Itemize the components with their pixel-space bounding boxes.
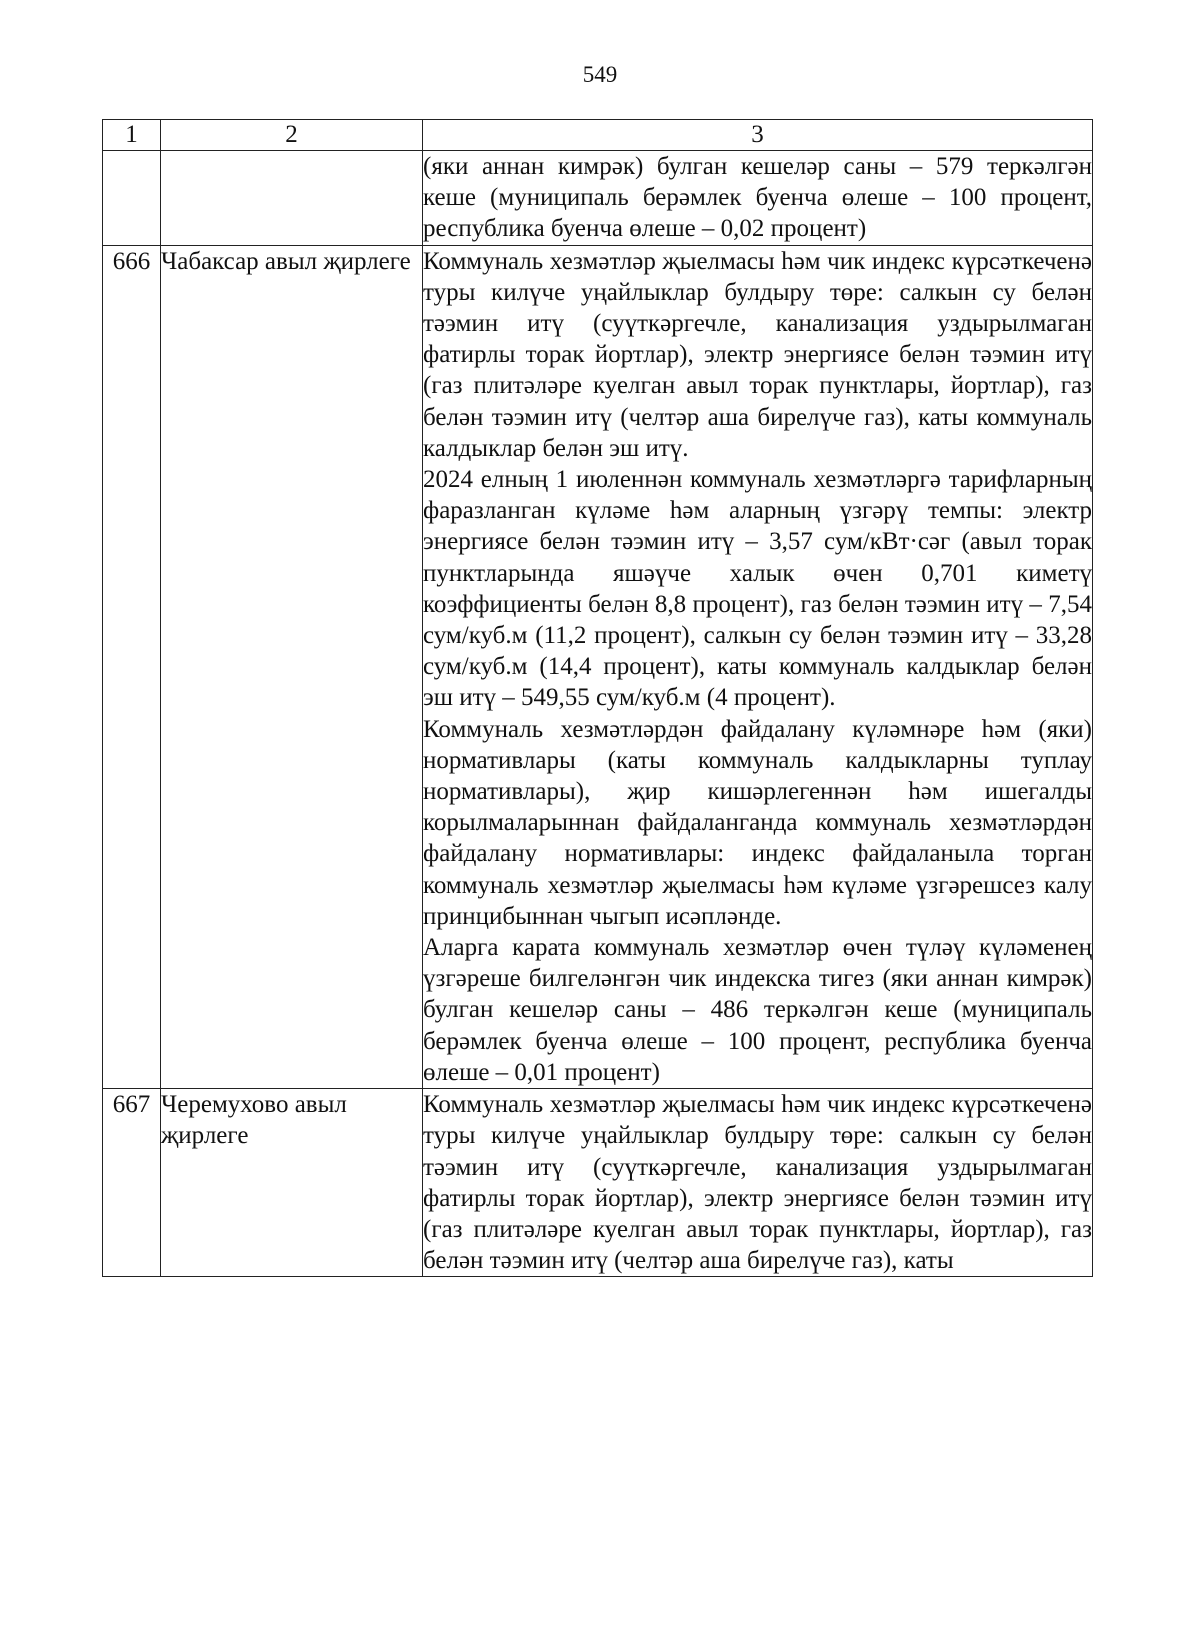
- paragraph-amenities: Коммуналь хезмәтләр җыелмасы һәм чик индекс күрсәткеченә туры килүче уңайлыклар булдыру төре: салкын су белән тәэмин итү (суүткәргечле, канализация уздырылмаган фатирлы торак йортлар), электр энергиясе белән тәэмин итү (газ плитәләре куелган авыл торак пунктлары, йортлар), газ белән тәэмин итү (челтәр аша бирелүче газ), каты: [423, 1091, 1092, 1275]
- page-number: 549: [582, 62, 618, 87]
- paragraph-people-count: Аларга карата коммуналь хезмәтләр өчен түләү күләменең үзгәреше билгеләнгән чик индекска тигез (яки аннан кимрәк) булган кешеләр саны – 486 теркәлгән кеше (муниципаль берәмлек буенча өлеше – 100 процент, республика буенча өлеше – 0,01 процент): [423, 934, 1092, 1086]
- row-number-empty: [103, 151, 161, 246]
- table-row-666: [103, 245, 1093, 1088]
- table-row-continued: [103, 151, 1093, 246]
- row-text-cell: [423, 151, 1093, 246]
- row-text-cell: [423, 1089, 1093, 1277]
- table-row-667: [103, 1089, 1093, 1277]
- settlement-name: Чабаксар авыл җирлеге: [161, 245, 423, 1088]
- paragraph-norms: Коммуналь хезмәтләрдән файдалану күләмнәре һәм (яки) нормативлары (каты коммуналь калдыкларны туплау нормативлары), җир кишәрлегеннән һәм ишегалды корылмаларыннан файдаланганда коммуналь хезмәтләрдән файдалану нормативлары: индекс файдаланыла торган коммуналь хезмәтләр җыелмасы һәм күләме үзгәрешсез калу принцибыннан чыгып исәпләнде.: [423, 715, 1092, 930]
- table-header-row: [103, 120, 1093, 151]
- row-text-cell: [423, 245, 1093, 1088]
- header-col-1: 1: [103, 120, 161, 151]
- paragraph-amenities: Коммуналь хезмәтләр җыелмасы һәм чик индекс күрсәткеченә туры килүче уңайлыклар булдыру төре: салкын су белән тәэмин итү (суүткәргечле, канализация уздырылмаган фатирлы торак йортлар), электр энергиясе белән тәэмин итү (газ плитәләре куелган авыл торак пунктлары, йортлар), газ белән тәэмин итү (челтәр аша бирелүче газ), каты коммуналь калдыклар белән эш итү.: [423, 247, 1092, 462]
- header-col-3: 3: [423, 120, 1093, 151]
- row-number: 666: [103, 245, 161, 1088]
- settlement-name-empty: [161, 151, 423, 246]
- paragraph-tariffs: 2024 елның 1 июленнән коммуналь хезмәтләргә тарифларның фаразланган күләме һәм аларның үзгәрү темпы: электр энергиясе белән тәэмин итү – 3,57 сум/кВт·сәг (авыл торак пунктларында яшәүче халык өчен 0,701 киметү коэффициенты белән 8,8 процент), газ белән тәэмин итү – 7,54 сум/куб.м (11,2 процент), салкын су белән тәэмин итү – 33,28 сум/куб.м (14,4 процент), каты коммуналь калдыклар белән эш итү – 549,55 сум/куб.м (4 процент).: [423, 466, 1092, 712]
- continued-paragraph: (яки аннан кимрәк) булган кешеләр саны – 579 теркәлгән кеше (муниципаль берәмлек буенча өлеше – 100 процент, республика буенча өлеше – 0,02 процент): [423, 153, 1092, 243]
- settlement-name: Черемухово авыл җирлеге: [161, 1089, 423, 1277]
- header-col-2: 2: [161, 120, 423, 151]
- tariff-table: [102, 119, 1093, 1277]
- row-number: 667: [103, 1089, 161, 1277]
